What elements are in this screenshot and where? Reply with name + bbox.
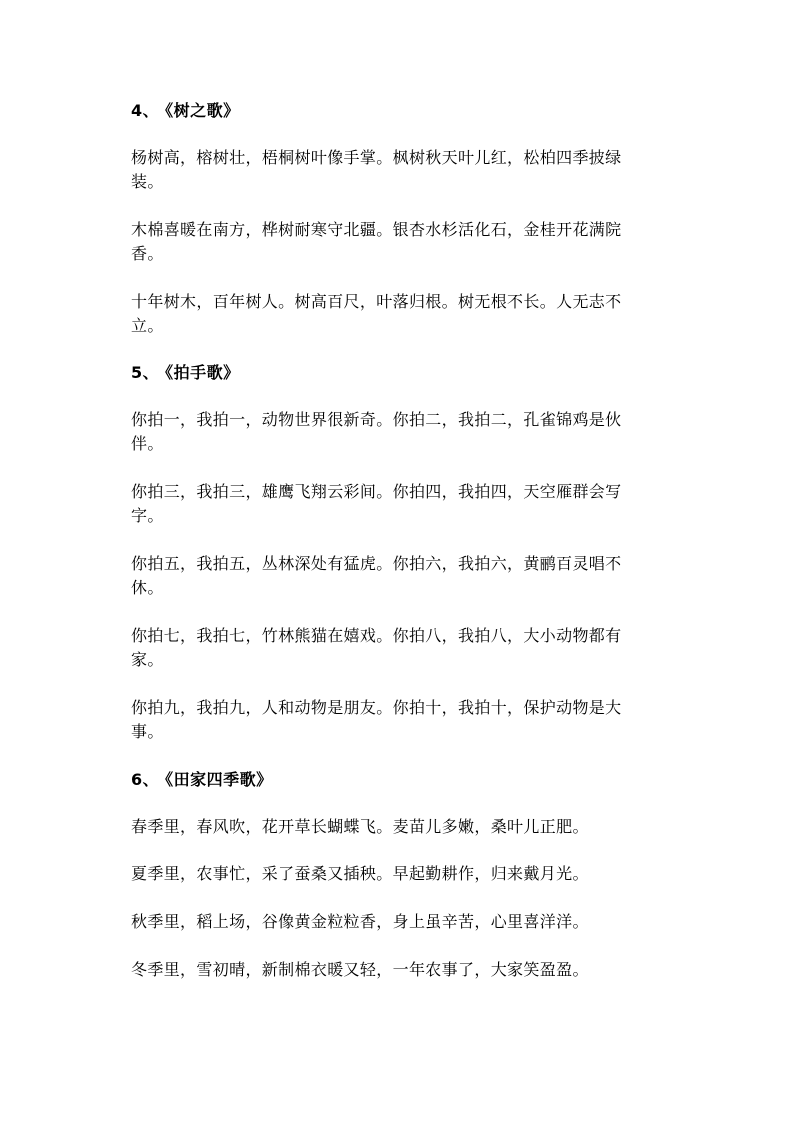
section-title: 《拍手歌》 bbox=[165, 363, 240, 382]
paragraph-line: 伴。 bbox=[131, 434, 164, 453]
section-title: 《田家四季歌》 bbox=[165, 770, 273, 789]
paragraph-line: 冬季里，雪初晴，新制棉衣暖又轻，一年农事了，大家笑盈盈。 bbox=[131, 960, 589, 979]
paragraph-line: 家。 bbox=[131, 650, 164, 669]
paragraph-line: 装。 bbox=[131, 172, 164, 191]
paragraph-line: 十年树木，百年树人。树高百尺，叶落归根。树无根不长。人无志不 bbox=[131, 292, 622, 311]
paragraph-line: 休。 bbox=[131, 578, 164, 597]
section-number: 4、 bbox=[131, 101, 160, 120]
paragraph-line: 你拍五，我拍五，丛林深处有猛虎。你拍六，我拍六，黄鹂百灵唱不 bbox=[131, 554, 622, 573]
section-number: 6、 bbox=[131, 770, 160, 789]
paragraph-line: 夏季里，农事忙，采了蚕桑又插秧。早起勤耕作，归来戴月光。 bbox=[131, 864, 589, 883]
paragraph-line: 立。 bbox=[131, 316, 164, 335]
paragraph-line: 事。 bbox=[131, 722, 164, 741]
paragraph-line: 你拍三，我拍三，雄鹰飞翔云彩间。你拍四，我拍四，天空雁群会写 bbox=[131, 482, 622, 501]
paragraph-line: 字。 bbox=[131, 506, 164, 525]
section-title: 《树之歌》 bbox=[165, 101, 240, 120]
section-number: 5、 bbox=[131, 363, 160, 382]
section-heading-4 bbox=[131, 100, 240, 122]
paragraph-line: 木棉喜暖在南方，桦树耐寒守北疆。银杏水杉活化石，金桂开花满院 bbox=[131, 220, 622, 239]
paragraph-line: 你拍九，我拍九，人和动物是朋友。你拍十，我拍十，保护动物是大 bbox=[131, 698, 622, 717]
paragraph-line: 你拍七，我拍七，竹林熊猫在嬉戏。你拍八，我拍八，大小动物都有 bbox=[131, 626, 622, 645]
section-heading-5 bbox=[131, 362, 240, 384]
paragraph-line: 你拍一，我拍一，动物世界很新奇。你拍二，我拍二，孔雀锦鸡是伙 bbox=[131, 410, 622, 429]
paragraph-line: 春季里，春风吹，花开草长蝴蝶飞。麦苗儿多嫩，桑叶儿正肥。 bbox=[131, 817, 589, 836]
paragraph-line: 秋季里，稻上场，谷像黄金粒粒香，身上虽辛苦，心里喜洋洋。 bbox=[131, 912, 589, 931]
paragraph-line: 香。 bbox=[131, 244, 164, 263]
paragraph-line: 杨树高，榕树壮，梧桐树叶像手掌。枫树秋天叶儿红，松柏四季披绿 bbox=[131, 148, 622, 167]
section-heading-6 bbox=[131, 769, 273, 791]
